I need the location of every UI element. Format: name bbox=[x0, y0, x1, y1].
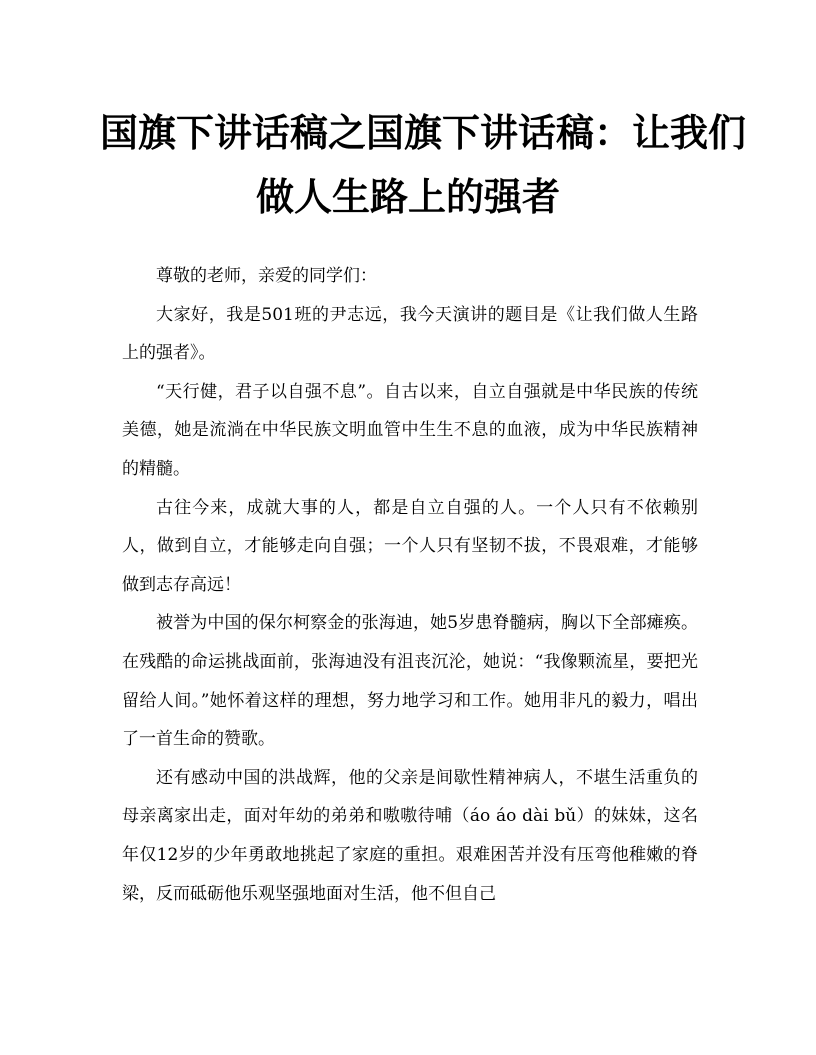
document-title-line-1: 国旗下讲话稿之国旗下讲话稿：让我们 bbox=[100, 110, 747, 155]
document-title-line-2: 做人生路上的强者 bbox=[255, 174, 560, 219]
paragraph-quote: “天行健，君子以自强不息”。自古以来，自立自强就是中华民族的传统美德，她是流淌在中华民族文明血管中生生不息的血液，成为中华民族精神的精髓。 bbox=[122, 381, 698, 479]
paragraph-self-reliance: 古往今来，成就大事的人，都是自立自强的人。一个人只有不依赖别人，做到自立，才能够走向自强；一个人只有坚韧不拔，不畏艰难，才能够做到志存高远！ bbox=[122, 497, 698, 595]
document-body bbox=[122, 257, 698, 913]
paragraph-introduction: 大家好，我是501班的尹志远，我今天演讲的题目是《让我们做人生路上的强者》。 bbox=[122, 304, 698, 364]
paragraph-hong-zhanhui: 还有感动中国的洪战辉，他的父亲是间歇性精神病人，不堪生活重负的母亲离家出走，面对年幼的弟弟和嗷嗷待哺（áo áo dài bǔ）的妹妹，这名年仅12岁的少年勇敢地挑起了家庭的重担。艰难困苦并没有压弯他稚嫩的脊梁，反而砥砺他乐观坚强地面对生活，他不但自己 bbox=[122, 767, 698, 904]
paragraph-zhang-haidi: 被誉为中国的保尔柯察金的张海迪，她5岁患脊髓病，胸以下全部瘫痪。在残酷的命运挑战面前，张海迪没有沮丧沉沦，她说：“我像颗流星，要把光留给人间。”她怀着这样的理想，努力地学习和工作。她用非凡的毅力，唱出了一首生命的赞歌。 bbox=[122, 613, 698, 750]
paragraph-greeting: 尊敬的老师，亲爱的同学们： bbox=[156, 266, 377, 286]
